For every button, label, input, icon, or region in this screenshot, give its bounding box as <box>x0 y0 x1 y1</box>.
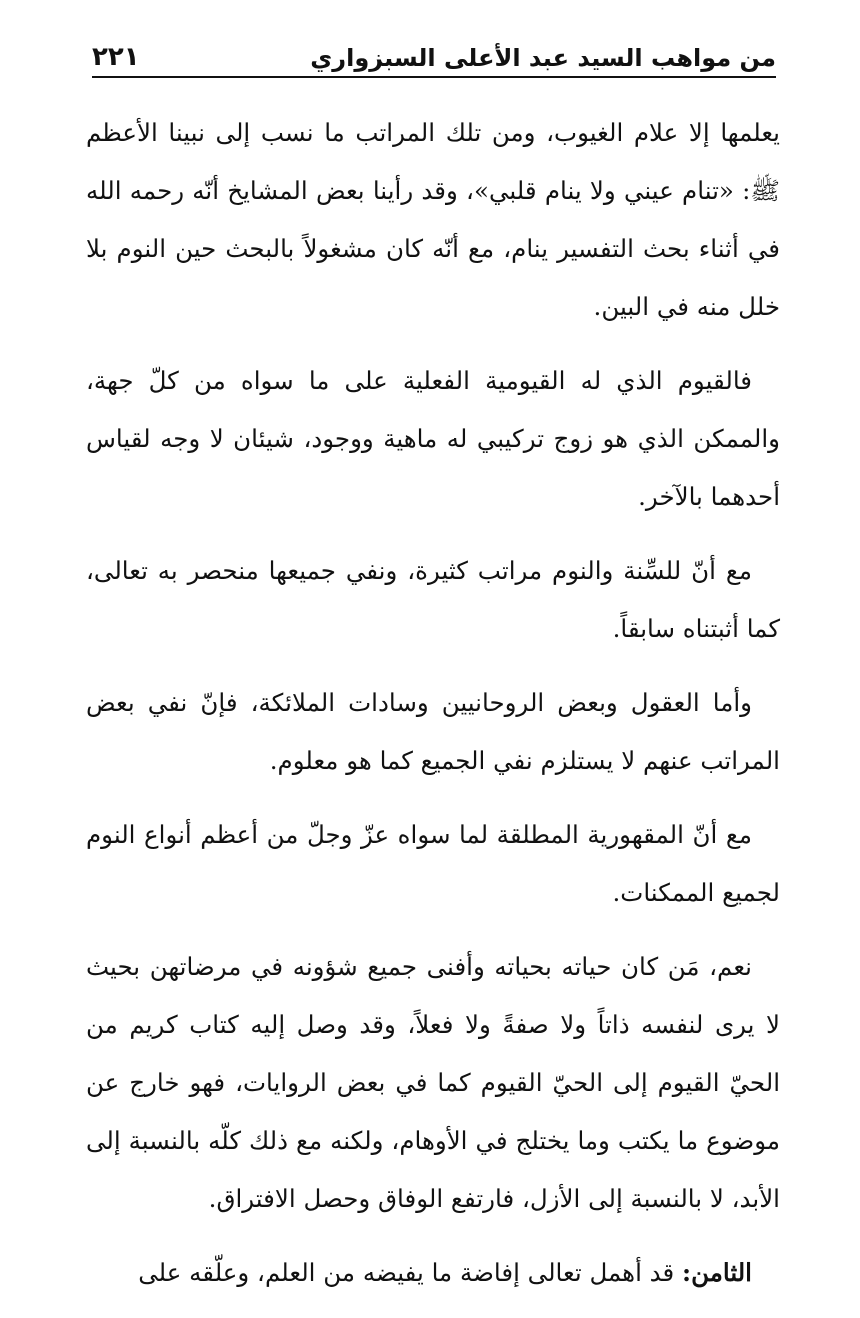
paragraph: نعم، مَن كان حياته بحياته وأفنى جميع شؤونه في مرضاتهن بحيث لا يرى لنفسه ذاتاً ولا صفةً ولا فعلاً، وقد وصل إليه كتاب كريم من الحيّ القيوم إلى الحيّ القيوم كما في بعض الروايات، فهو خارج عن موضوع ما يكتب وما يختلج في الأوهام، ولكنه مع ذلك كلّه بالنسبة إلى الأبد، لا بالنسبة إلى الأزل، فارتفع الوفاق وحصل الافتراق. <box>86 952 780 1213</box>
paragraph: مع أنّ المقهورية المطلقة لما سواه عزّ وجلّ من أعظم أنواع النوم لجميع الممكنات. <box>86 820 780 907</box>
section-lead: الثامن: <box>682 1258 752 1287</box>
paragraph: فالقيوم الذي له القيومية الفعلية على ما سواه من كلّ جهة، والممكن الذي هو زوج تركيبي له ماهية ووجود، شيئان لا وجه لقياس أحدهما بالآخر. <box>86 366 780 511</box>
page-number: ٢٢١ <box>92 42 140 72</box>
paragraph: مع أنّ للسِّنة والنوم مراتب كثيرة، ونفي جميعها منحصر به تعالى، كما أثبتناه سابقاً. <box>86 556 780 643</box>
paragraph: وأما العقول وبعض الروحانيين وسادات الملائكة، فإنّ نفي بعض المراتب عنهم لا يستلزم نفي الجميع كما هو معلوم. <box>86 688 780 775</box>
paragraph: يعلمها إلا علام الغيوب، ومن تلك المراتب ما نسب إلى نبينا الأعظم ﷺ: «تنام عيني ولا ينام قلبي»، وقد رأينا بعض المشايخ أنّه رحمه الله في أثناء بحث التفسير ينام، مع أنّه كان مشغولاً بالبحث حين النوم بلا خلل منه في البين. <box>86 118 780 321</box>
paragraph-text: قد أهمل تعالى إفاضة ما يفيضه من العلم، وعلّقه على <box>138 1258 683 1287</box>
body-text <box>86 104 780 1318</box>
paragraph <box>86 1244 780 1302</box>
page-header <box>92 20 776 78</box>
running-title: من مواهب السيد عبد الأعلى السبزواري <box>310 44 776 72</box>
